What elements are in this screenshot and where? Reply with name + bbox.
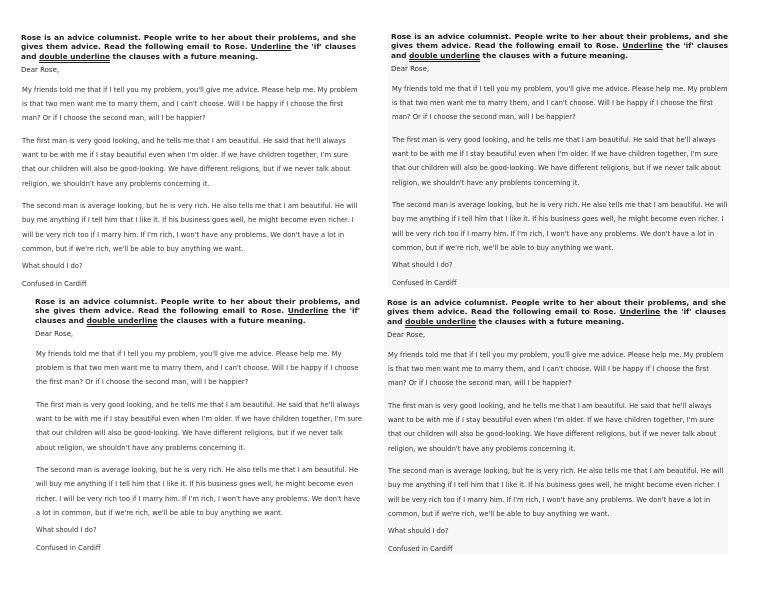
email-paragraph-1: My friends told me that if I tell you my problem, you'll give me advice. Please help me. My problem is that two men want me to marry them, and I can't choose. Will I be happy if I choose the first man? Or if I choose the second man, will I be happier? (388, 350, 724, 388)
email-question: What should I do? (392, 261, 453, 270)
email-question: What should I do? (388, 527, 449, 536)
instruction-text: Rose is an advice columnist. People write to her about their problems, and she gives them advice. Read the following email to Rose. Underline the 'if' clauses and double underline the clauses with a future meaning. (21, 33, 356, 61)
email-paragraph-2: The first man is very good looking, and he tells me that I am beautiful. He said that he'll always want to be with me if I stay beautiful even when I'm older. If we have children together, I'm sure that our children will also be good-looking. We have different religions, but if we never talk about religion, we shouldn't have any problems concerning it. (22, 136, 351, 188)
email-paragraph-3: The second man is average looking, but he is very rich. He also tells me that I am beautiful. He will buy me anything if I tell him that I like it. If his business goes well, he might become even richer. I will be very rich too if I marry him. If I'm rich, I won't have any problems. We don't have a lot in common, but if we're rich, we'll be able to buy anything we want. (388, 466, 724, 518)
instruction-text: Rose is an advice columnist. People write to her about their problems, and she gives them advice. Read the following email to Rose. Underline the 'if' clauses and double underline the clauses with a future meaning. (35, 297, 360, 325)
email-paragraph-2: The first man is very good looking, and he tells me that I am beautiful. He said that he'll always want to be with me if I stay beautiful even when I'm older. If we have children together, I'm sure that our children will also be good-looking. We have different religions, but if we never talk about religion, we shouldn't have any problems concerning it. (388, 401, 717, 453)
email-paragraph-3: The second man is average looking, but he is very rich. He also tells me that I am beautiful. He will buy me anything if I tell him that I like it. If his business goes well, he might become even richer. I will be very rich too if I marry him. If I'm rich, I won't have any problems. We don't have a lot in common, but if we're rich, we'll be able to buy anything we want. (392, 200, 728, 252)
email-signature: Confused in Cardiff (36, 544, 101, 553)
email-paragraph-3: The second man is average looking, but he is very rich. He also tells me that I am beautiful. He will buy me anything if I tell him that I like it. If his business goes well, he might become even richer. I will be very rich too if I marry him. If I'm rich, I won't have any problems. We don't have a lot in common, but if we're rich, we'll be able to buy anything we want. (36, 465, 361, 517)
email-question: What should I do? (36, 526, 97, 535)
email-signature: Confused in Cardiff (22, 280, 87, 289)
email-greeting: Dear Rose, (387, 330, 426, 339)
instruction-text: Rose is an advice columnist. People write to her about their problems, and she gives them advice. Read the following email to Rose. Underline the 'if' clauses and double underline the clauses with a future meaning. (391, 32, 728, 60)
email-paragraph-1: My friends told me that if I tell you my problem, you'll give me advice. Please help me. My problem is that two men want me to marry them, and I can't choose. Will I be happy if I choose the first man? Or if I choose the second man, will I be happier? (36, 349, 359, 387)
email-paragraph-2: The first man is very good looking, and he tells me that I am beautiful. He said that he'll always want to be with me if I stay beautiful even when I'm older. If we have children together, I'm sure that our children will also be good-looking. We have different religions, but if we never talk about religion, we shouldn't have any problems concerning it. (392, 135, 721, 187)
email-signature: Confused in Cardiff (388, 545, 453, 554)
email-greeting: Dear Rose, (21, 65, 60, 74)
worksheet-copy-top-left (18, 33, 358, 295)
email-paragraph-1: My friends told me that if I tell you my problem, you'll give me advice. Please help me. My problem is that two men want me to marry them, and I can't choose. Will I be happy if I choose the first man? Or if I choose the second man, will I be happier? (22, 85, 358, 123)
email-greeting: Dear Rose, (35, 329, 74, 338)
email-question: What should I do? (22, 262, 83, 271)
email-paragraph-2: The first man is very good looking, and he tells me that I am beautiful. He said that he'll always want to be with me if I stay beautiful even when I'm older. If we have children together, I'm sure that our children will also be good-looking. We have different religions, but if we never talk about religion, we shouldn't have any problems concerning it. (36, 400, 362, 452)
email-greeting: Dear Rose, (391, 64, 430, 73)
email-paragraph-3: The second man is average looking, but he is very rich. He also tells me that I am beautiful. He will buy me anything if I tell him that I like it. If his business goes well, he might become even richer. I will be very rich too if I marry him. If I'm rich, I won't have any problems. We don't have a lot in common, but if we're rich, we'll be able to buy anything we want. (22, 201, 358, 253)
instruction-text: Rose is an advice columnist. People write to her about their problems, and she gives them advice. Read the following email to Rose. Underline the 'if' clauses and double underline the clauses with a future meaning. (387, 298, 726, 326)
email-signature: Confused in Cardiff (392, 279, 457, 288)
email-paragraph-1: My friends told me that if I tell you my problem, you'll give me advice. Please help me. My problem is that two men want me to marry them, and I can't choose. Will I be happy if I choose the first man? Or if I choose the second man, will I be happier? (392, 84, 728, 122)
worksheet-copy-bottom-right (384, 298, 728, 554)
worksheet-copy-top-right (388, 32, 730, 288)
worksheet-copy-bottom-left (32, 297, 362, 555)
